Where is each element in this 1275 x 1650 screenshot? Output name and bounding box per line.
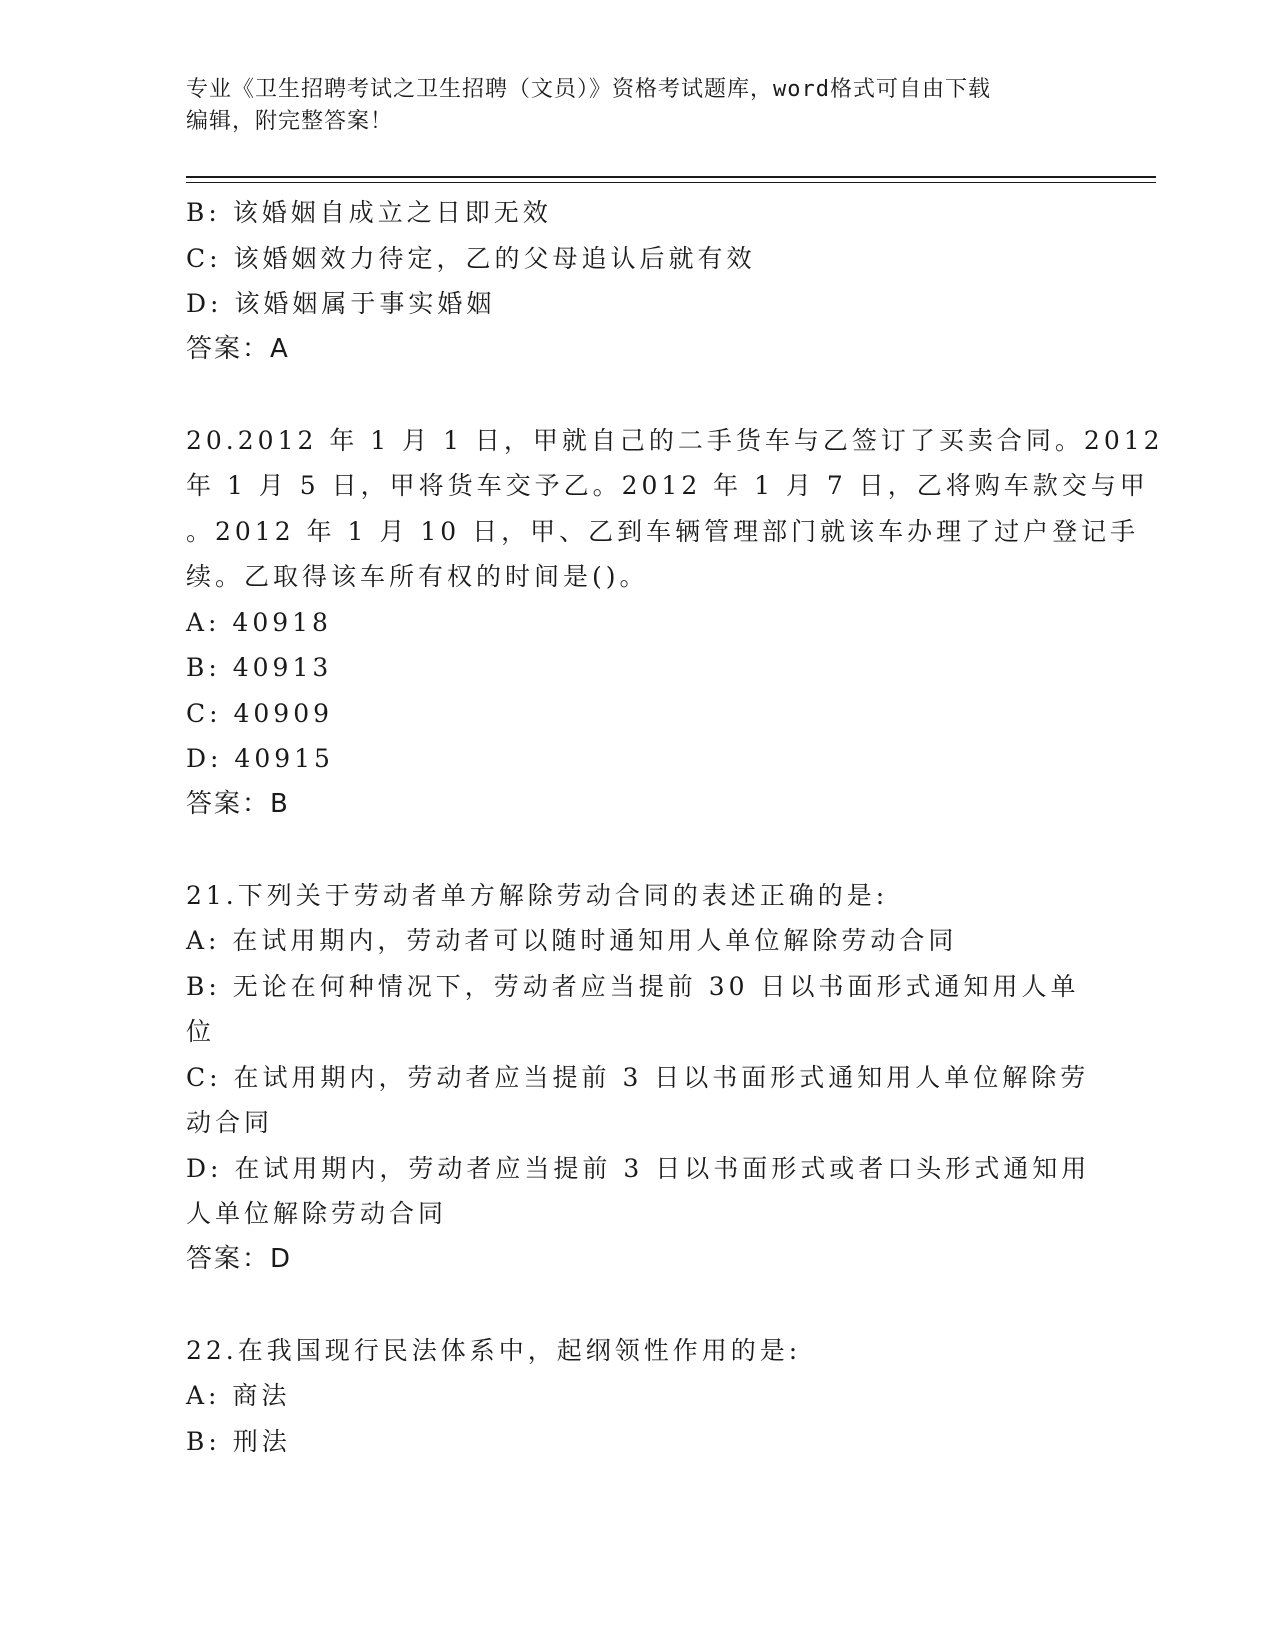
q20-option-d: D: 40915 [186,744,334,773]
q22-stem: 22.在我国现行民法体系中，起纲领性作用的是: [186,1335,802,1365]
q21-option-d-line: D: 在试用期内，劳动者应当提前 3 日以书面形式或者口头形式通知用 [186,1153,1091,1183]
header-line-2: 编辑，附完整答案！ [186,109,394,134]
q21-option-b-line: 位 [186,1017,216,1046]
q20-option-c: C: 40909 [186,698,334,728]
q19-option-b: B: 该婚姻自成立之日即无效 [186,198,552,227]
question-19-tail [186,190,1086,372]
q22-option-b: B: 刑法 [186,1426,291,1456]
q20-stem-line: 20.2012 年 1 月 1 日，甲就自己的二手货车与乙签订了买卖合同。2012 [186,425,1164,455]
q19-answer: 答案：A [186,333,290,364]
question-22 [186,1328,1086,1465]
header-rule-thin [186,182,1156,183]
spacer [186,1282,1086,1328]
q20-stem-line: 。2012 年 1 月 10 日，甲、乙到车辆管理部门就该车办理了过户登记手 [186,516,1140,546]
q22-option-a: A: 商法 [186,1381,291,1410]
header-rule-thick [186,176,1156,178]
question-20 [186,418,1164,828]
q19-option-c: C: 该婚姻效力待定，乙的父母追认后就有效 [186,243,756,273]
q21-answer: 答案：D [186,1243,293,1274]
q21-option-c-line: C: 在试用期内，劳动者应当提前 3 日以书面形式通知用人单位解除劳 [186,1062,1090,1092]
page-header [186,74,1086,138]
spacer [186,827,1086,873]
question-content [186,190,1164,1464]
question-21 [186,873,1091,1283]
q20-answer: 答案：B [186,788,290,819]
header-line-1: 专业《卫生招聘考试之卫生招聘（文员）》资格考试题库，word格式可自由下载 [186,77,991,102]
q20-option-b: B: 40913 [186,653,333,682]
q19-option-d: D: 该婚姻属于事实婚姻 [186,289,496,318]
q20-stem-line: 年 1 月 5 日，甲将货车交予乙。2012 年 1 月 7 日，乙将购车款交与甲 [186,471,1149,500]
q21-option-c-line: 动合同 [186,1108,274,1137]
q20-option-a: A: 40918 [186,607,332,637]
q21-option-a: A: 在试用期内，劳动者可以随时通知用人单位解除劳动合同 [186,926,958,955]
q21-stem: 21.下列关于劳动者单方解除劳动合同的表述正确的是: [186,880,889,910]
q21-option-d-line: 人单位解除劳动合同 [186,1199,448,1228]
spacer [186,372,1086,418]
q21-option-b-line: B: 无论在何种情况下，劳动者应当提前 30 日以书面形式通知用人单 [186,971,1080,1001]
q20-stem-line: 续。乙取得该车所有权的时间是()。 [186,562,649,591]
